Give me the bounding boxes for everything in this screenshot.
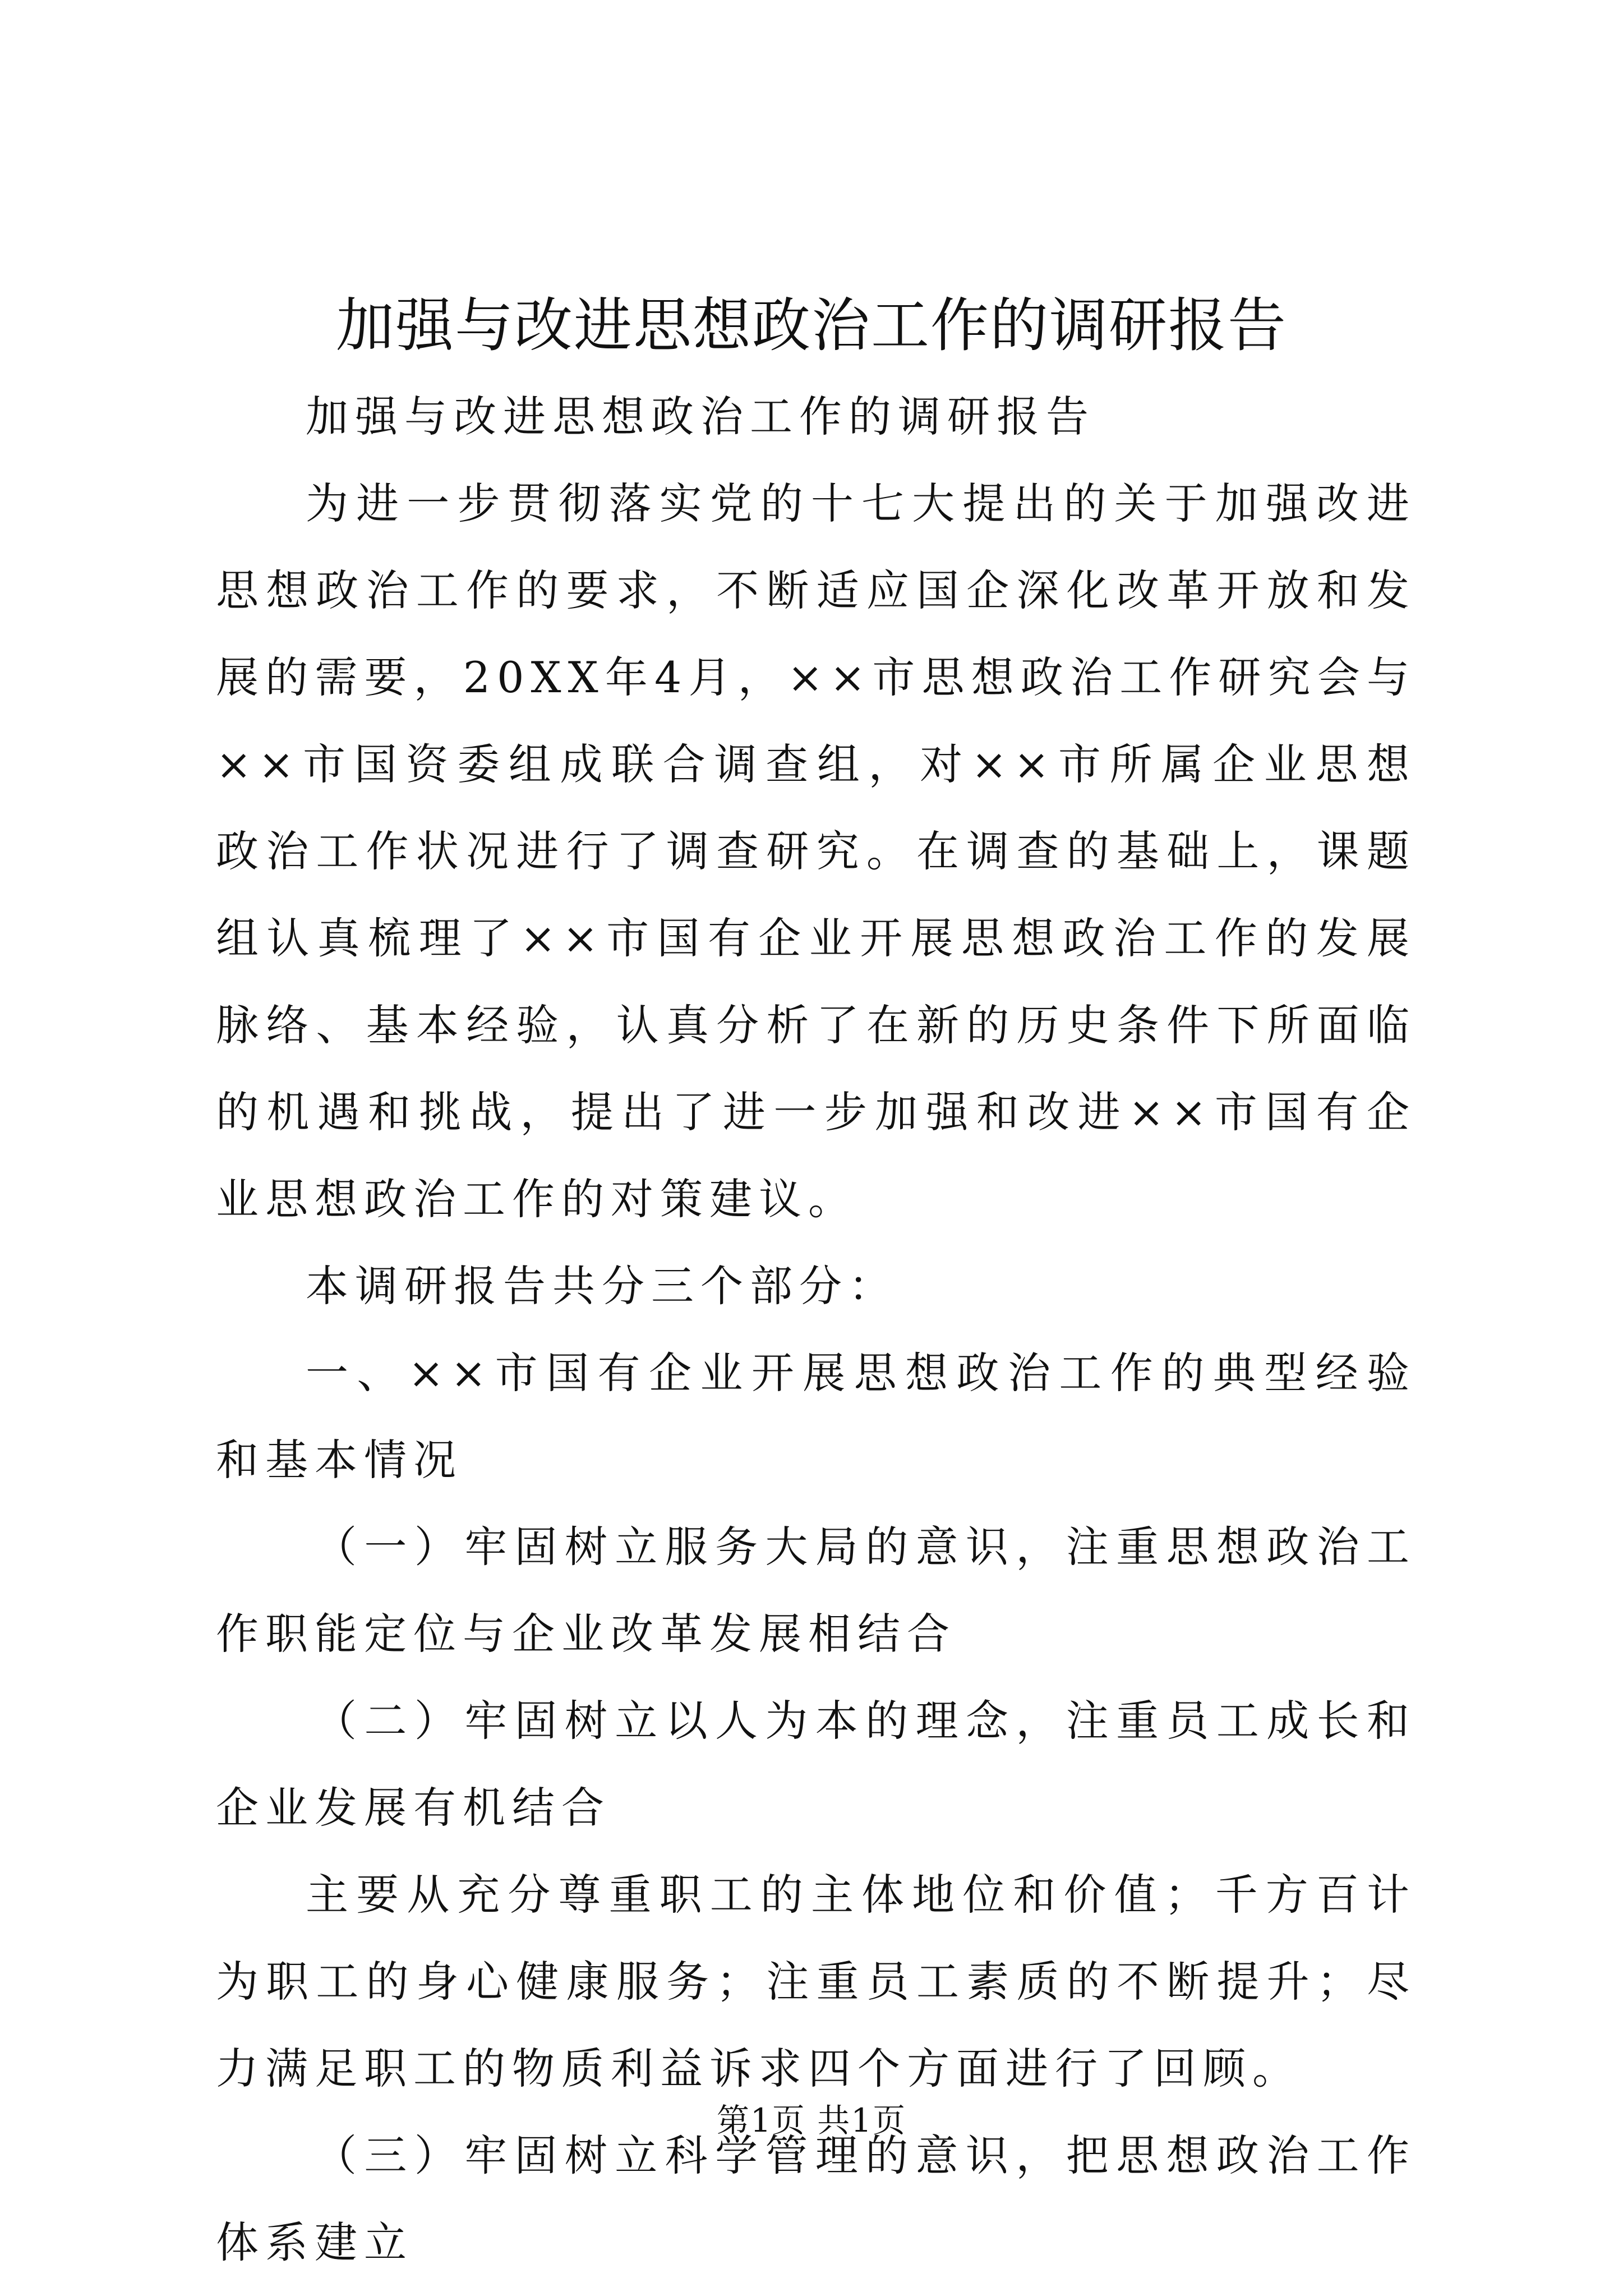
document-body	[216, 373, 1416, 2286]
paragraph-subtitle: 加强与改进思想政治工作的调研报告	[306, 392, 1095, 441]
paragraph-introduction: 为进一步贯彻落实党的十七大提出的关于加强改进思想政治工作的要求，不断适应国企深化改革开放和发展的需要，20XX年4月，××市思想政治工作研究会与××市国资委组成联合调查组，对××市所属企业思想政治工作状况进行了调查研究。在调查的基础上，课题组认真梳理了××市国有企业开展思想政治工作的发展脉络、基本经验，认真分析了在新的历史条件下所面临的机遇和挑战，提出了进一步加强和改进××市国有企业思想政治工作的对策建议。	[216, 478, 1416, 1224]
subsection-heading-3: （三）牢固树立科学管理的意识，把思想政治工作体系建立	[216, 2131, 1416, 2267]
section-heading-1: 一、××市国有企业开展思想政治工作的典型经验和基本情况	[216, 1348, 1416, 1485]
paragraph-structure-note: 本调研报告共分三个部分：	[306, 1261, 898, 1311]
paragraph-summary: 主要从充分尊重职工的主体地位和价值；千方百计为职工的身心健康服务；注重员工素质的不断提升；尽力满足职工的物质利益诉求四个方面进行了回顾。	[216, 1870, 1416, 2093]
subsection-heading-1: （一）牢固树立服务大局的意识，注重思想政治工作职能定位与企业改革发展相结合	[216, 1522, 1416, 1659]
document-title: 加强与改进思想政治工作的调研报告	[335, 291, 1287, 360]
page-number-footer: 第1页 共1页	[716, 2101, 907, 2139]
subsection-heading-2: （二）牢固树立以人为本的理念，注重员工成长和企业发展有机结合	[216, 1696, 1416, 1833]
